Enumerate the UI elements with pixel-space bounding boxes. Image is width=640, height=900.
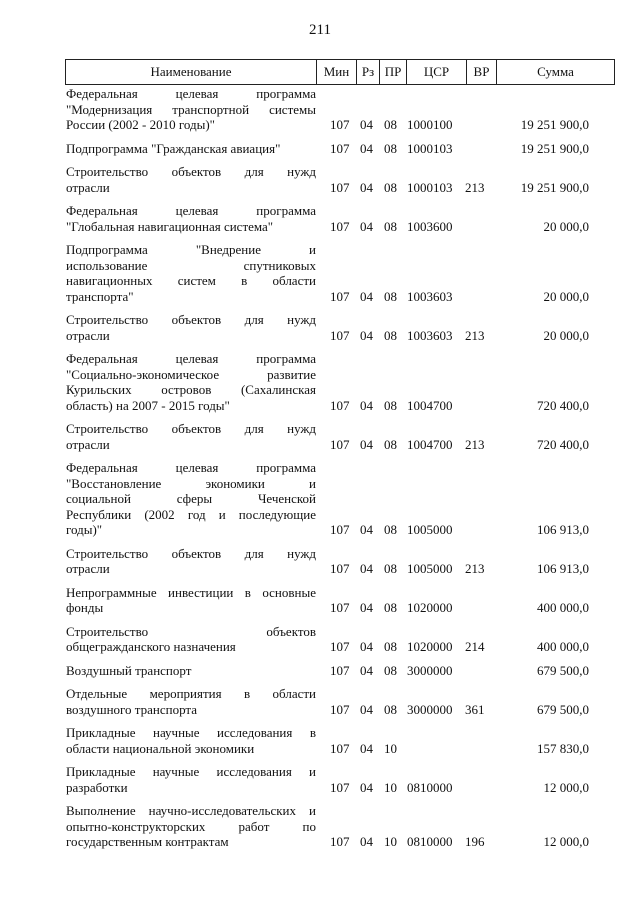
row-pr: 08 xyxy=(384,397,397,413)
table-body xyxy=(0,86,640,858)
row-rz: 04 xyxy=(360,522,373,537)
row-name-line: "Модернизация транспортной системы xyxy=(66,101,316,117)
row-name-line: Федеральная целевая программа xyxy=(66,203,316,218)
row-sum: 12 000,0 xyxy=(543,834,589,849)
row-name-line: Строительство объектов для нужд xyxy=(66,312,316,327)
row-sum: 720 400,0 xyxy=(537,397,589,413)
row-name-line: фонды xyxy=(66,600,104,615)
row-csr: 1004700 xyxy=(407,397,453,413)
row-sum: 20 000,0 xyxy=(543,327,589,343)
row-csr: 1000103 xyxy=(407,140,453,156)
row-rz: 04 xyxy=(360,662,373,678)
row-csr: 0810000 xyxy=(407,834,453,849)
row-name-line: Строительство объектов для нужд xyxy=(66,545,316,561)
header-name: Наименование xyxy=(150,64,232,79)
table-row xyxy=(0,203,640,234)
row-pr: 08 xyxy=(384,436,397,452)
row-name-line: Строительство объектов xyxy=(66,623,316,639)
row-name-line: отрасли xyxy=(66,561,110,576)
row-name-line: области национальной экономики xyxy=(66,740,255,756)
row-name-line: Строительство объектов для нужд xyxy=(66,164,316,179)
row-rz: 04 xyxy=(360,639,373,654)
row-pr: 08 xyxy=(384,561,397,576)
row-sum: 400 000,0 xyxy=(537,600,589,615)
row-name-line: транспорта" xyxy=(66,288,134,304)
row-name-line: отрасли xyxy=(66,327,110,343)
row-sum: 19 251 900,0 xyxy=(520,140,589,156)
row-name xyxy=(66,242,316,304)
row-min: 107 xyxy=(330,561,350,576)
row-name xyxy=(66,86,316,133)
row-sum: 679 500,0 xyxy=(537,701,589,717)
row-name-line: навигационных систем в области xyxy=(66,273,316,288)
row-name xyxy=(66,624,316,655)
row-name xyxy=(66,585,316,616)
row-name-line: Отдельные мероприятия в области xyxy=(66,686,316,701)
row-min: 107 xyxy=(330,117,350,132)
row-rz: 04 xyxy=(360,117,373,132)
header-sum: Сумма xyxy=(496,60,614,84)
row-csr: 1000103 xyxy=(407,179,453,195)
row-name xyxy=(66,351,316,413)
row-pr: 08 xyxy=(384,179,397,195)
row-pr: 10 xyxy=(384,740,397,756)
row-pr: 08 xyxy=(384,522,397,537)
row-min: 107 xyxy=(330,834,350,849)
row-rz: 04 xyxy=(360,179,373,195)
row-vr: 214 xyxy=(465,639,485,654)
header-pr: ПР xyxy=(379,60,406,84)
row-rz: 04 xyxy=(360,327,373,343)
row-name-line: "Восстановление экономики и xyxy=(66,475,316,491)
row-name-line: воздушного транспорта xyxy=(66,701,198,717)
row-sum: 679 500,0 xyxy=(537,662,589,678)
row-name-line: общегражданского назначения xyxy=(66,639,236,654)
row-name-line: "Глобальная навигационная система" xyxy=(66,218,274,234)
table-row xyxy=(0,663,640,679)
row-min: 107 xyxy=(330,740,350,756)
row-name xyxy=(66,663,316,679)
header-rz: Рз xyxy=(356,60,379,84)
table-row xyxy=(0,585,640,616)
table-header xyxy=(65,59,615,85)
row-rz: 04 xyxy=(360,218,373,234)
row-name-line: Республики (2002 год и последующие xyxy=(66,506,316,522)
row-name xyxy=(66,725,316,756)
row-min: 107 xyxy=(330,600,350,615)
row-name-line: отрасли xyxy=(66,179,110,195)
row-pr: 08 xyxy=(384,218,397,234)
row-min: 107 xyxy=(330,639,350,654)
row-name-line: Выполнение научно-исследовательских и xyxy=(66,803,316,818)
row-sum: 12 000,0 xyxy=(543,779,589,795)
row-name-line: область) на 2007 - 2015 годы" xyxy=(66,397,230,413)
row-csr: 1005000 xyxy=(407,522,453,537)
row-name-line: Федеральная целевая программа xyxy=(66,86,316,101)
row-csr: 1000100 xyxy=(407,117,453,132)
row-vr: 213 xyxy=(465,436,485,452)
row-pr: 08 xyxy=(384,662,397,678)
table-row xyxy=(0,764,640,795)
row-min: 107 xyxy=(330,140,350,156)
row-name xyxy=(66,803,316,850)
row-rz: 04 xyxy=(360,701,373,717)
row-vr: 196 xyxy=(465,834,485,849)
table-row xyxy=(0,624,640,655)
row-sum: 720 400,0 xyxy=(537,436,589,452)
row-pr: 08 xyxy=(384,117,397,132)
header-csr: ЦСР xyxy=(406,60,466,84)
row-csr: 1005000 xyxy=(407,561,453,576)
row-rz: 04 xyxy=(360,600,373,615)
row-name xyxy=(66,460,316,538)
row-csr: 1020000 xyxy=(407,639,453,654)
row-sum: 106 913,0 xyxy=(537,561,589,576)
row-csr: 1020000 xyxy=(407,600,453,615)
row-name-line: России (2002 - 2010 годы)" xyxy=(66,117,215,132)
row-vr: 213 xyxy=(465,561,485,576)
table-row xyxy=(0,351,640,413)
row-vr: 213 xyxy=(465,179,485,195)
row-name xyxy=(66,312,316,343)
row-csr: 1003603 xyxy=(407,327,453,343)
header-vr: ВР xyxy=(466,60,496,84)
row-min: 107 xyxy=(330,288,350,304)
table-row xyxy=(0,546,640,577)
table-row xyxy=(0,164,640,195)
row-pr: 10 xyxy=(384,779,397,795)
row-name-line: Строительство объектов для нужд xyxy=(66,421,316,436)
table-row xyxy=(0,242,640,304)
row-name xyxy=(66,764,316,795)
row-pr: 10 xyxy=(384,834,397,849)
row-pr: 08 xyxy=(384,327,397,343)
table-row xyxy=(0,421,640,452)
row-min: 107 xyxy=(330,779,350,795)
row-min: 107 xyxy=(330,327,350,343)
row-name-line: использование спутниковых xyxy=(66,257,316,273)
table-row xyxy=(0,86,640,133)
row-rz: 04 xyxy=(360,140,373,156)
row-pr: 08 xyxy=(384,639,397,654)
row-name-line: "Социально-экономическое развитие xyxy=(66,366,316,382)
row-sum: 400 000,0 xyxy=(537,639,589,654)
row-csr: 1003600 xyxy=(407,218,453,234)
row-name-line: Подпрограмма "Внедрение и xyxy=(66,242,316,257)
row-vr: 213 xyxy=(465,327,485,343)
row-name-line: Прикладные научные исследования в xyxy=(66,725,316,740)
row-rz: 04 xyxy=(360,561,373,576)
row-name-line: годы)" xyxy=(66,522,103,537)
row-sum: 19 251 900,0 xyxy=(520,179,589,195)
row-sum: 106 913,0 xyxy=(537,522,589,537)
row-sum: 19 251 900,0 xyxy=(520,117,589,132)
header-min: Мин xyxy=(316,60,356,84)
row-name xyxy=(66,141,316,157)
row-csr: 0810000 xyxy=(407,779,453,795)
row-sum: 20 000,0 xyxy=(543,288,589,304)
row-rz: 04 xyxy=(360,740,373,756)
row-vr: 361 xyxy=(465,701,485,717)
table-row xyxy=(0,803,640,850)
row-name xyxy=(66,686,316,717)
row-csr: 1003603 xyxy=(407,288,453,304)
row-rz: 04 xyxy=(360,834,373,849)
row-csr: 1004700 xyxy=(407,436,453,452)
row-name-line: отрасли xyxy=(66,436,110,452)
table-row xyxy=(0,312,640,343)
row-name-line: Федеральная целевая программа xyxy=(66,351,316,366)
row-min: 107 xyxy=(330,218,350,234)
table-row xyxy=(0,460,640,538)
row-name-line: Курильских островов (Сахалинская xyxy=(66,382,316,397)
table-row xyxy=(0,686,640,717)
row-csr: 3000000 xyxy=(407,662,453,678)
row-name-line: Воздушный транспорт xyxy=(66,662,192,678)
row-name xyxy=(66,421,316,452)
row-name-line: Федеральная целевая программа xyxy=(66,460,316,475)
row-rz: 04 xyxy=(360,288,373,304)
row-min: 107 xyxy=(330,397,350,413)
row-sum: 157 830,0 xyxy=(537,740,589,756)
row-name-line: Подпрограмма "Гражданская авиация" xyxy=(66,140,281,156)
table-row xyxy=(0,141,640,157)
table-row xyxy=(0,725,640,756)
row-name-line: опытно-конструкторских работ по xyxy=(66,818,316,834)
row-pr: 08 xyxy=(384,140,397,156)
row-min: 107 xyxy=(330,662,350,678)
row-rz: 04 xyxy=(360,779,373,795)
row-rz: 04 xyxy=(360,397,373,413)
row-csr: 3000000 xyxy=(407,701,453,717)
row-name xyxy=(66,164,316,195)
row-min: 107 xyxy=(330,179,350,195)
row-name-line: государственным контрактам xyxy=(66,834,229,849)
row-name xyxy=(66,546,316,577)
row-pr: 08 xyxy=(384,701,397,717)
row-min: 107 xyxy=(330,522,350,537)
row-pr: 08 xyxy=(384,600,397,615)
row-name-line: Прикладные научные исследования и xyxy=(66,764,316,779)
page-number: 211 xyxy=(309,22,331,38)
row-pr: 08 xyxy=(384,288,397,304)
row-rz: 04 xyxy=(360,436,373,452)
row-sum: 20 000,0 xyxy=(543,218,589,234)
row-min: 107 xyxy=(330,436,350,452)
row-name-line: Непрограммные инвестиции в основные xyxy=(66,584,316,600)
row-name-line: социальной сферы Чеченской xyxy=(66,491,316,506)
row-name xyxy=(66,203,316,234)
row-name-line: разработки xyxy=(66,779,128,795)
row-min: 107 xyxy=(330,701,350,717)
